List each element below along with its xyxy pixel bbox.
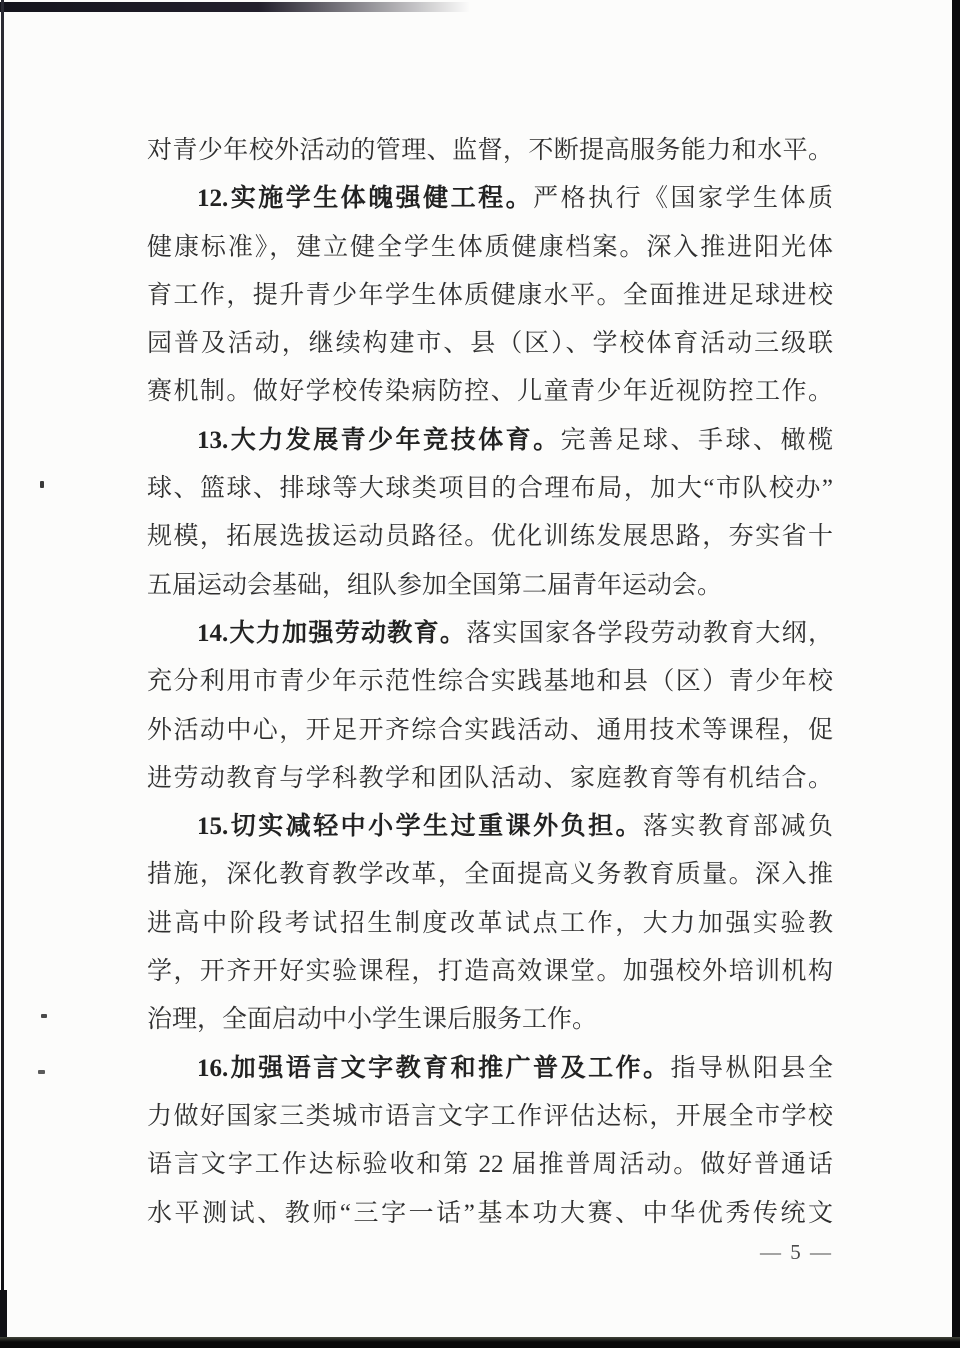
scan-speck (41, 1014, 47, 1018)
line-text: 落实教育部减负 (643, 813, 833, 841)
text-line (147, 175, 833, 223)
line-text: 球、篮球、排球等大球类项目的合理布局，加大“市队校办” (147, 475, 833, 503)
line-text: 力做好国家三类城市语言文字工作评估达标，开展全市学校 (147, 1102, 833, 1130)
paragraph-heading: 12.实施学生体魄强健工程。 (197, 185, 534, 213)
line-text: 进高中阶段考试招生制度改革试点工作，大力加强实验教 (147, 909, 833, 937)
text-line (147, 224, 833, 272)
text-line (147, 562, 833, 610)
text-line (147, 900, 833, 948)
text-line (147, 948, 833, 996)
text-line (147, 1141, 833, 1189)
text-line (147, 465, 833, 513)
line-text: 园普及活动，继续构建市、县（区）、学校体育活动三级联 (147, 330, 833, 358)
line-text: 赛机制。做好学校传染病防控、儿童青少年近视防控工作。 (147, 378, 833, 406)
line-text: 五届运动会基础，组队参加全国第二届青年运动会。 (147, 571, 723, 599)
text-line (147, 127, 833, 175)
line-text: 严格执行《国家学生体质 (533, 185, 833, 213)
line-text: 对青少年校外活动的管理、监督，不断提高服务能力和水平。 (147, 137, 833, 164)
text-line (147, 417, 833, 465)
scan-edge-right (952, 0, 960, 1348)
text-line (147, 513, 833, 561)
scan-speck (38, 1070, 45, 1074)
paragraph-heading: 16.加强语言文字教育和推广普及工作。 (197, 1054, 671, 1082)
paragraph-heading: 15.切实减轻中小学生过重课外负担。 (197, 813, 644, 841)
scan-edge-top (0, 2, 470, 12)
line-text: 指导枞阳县全 (670, 1054, 833, 1082)
text-line (147, 707, 833, 755)
line-text: 外活动中心，开足开齐综合实践活动、通用技术等课程，促 (147, 716, 833, 744)
line-text: 健康标准》，建立健全学生体质健康档案。深入推进阳光体 (147, 233, 833, 261)
text-line (147, 996, 833, 1044)
text-line (147, 1190, 833, 1238)
text-line (147, 803, 833, 851)
line-text: 学，开齐开好实验课程，打造高效课堂。加强校外培训机构 (147, 958, 833, 986)
line-text: 语言文字工作达标验收和第 22 届推普周活动。做好普通话 (147, 1151, 833, 1179)
text-line (147, 1093, 833, 1141)
text-line (147, 1045, 833, 1093)
line-text: 规模，拓展选拔运动员路径。优化训练发展思路，夯实省十 (147, 523, 833, 551)
text-line (147, 755, 833, 803)
text-line (147, 368, 833, 416)
line-text: 治理，全面启动中小学生课后服务工作。 (147, 1006, 598, 1034)
paragraph-heading: 14.大力加强劳动教育。 (197, 619, 467, 647)
paragraph-heading: 13.大力发展青少年竞技体育。 (197, 426, 561, 454)
text-line (147, 610, 833, 658)
text-line (147, 658, 833, 706)
text-line (147, 272, 833, 320)
line-text: 水平测试、教师“三字一话”基本功大赛、中华优秀传统文 (147, 1199, 833, 1227)
scan-edge-left (1, 0, 4, 1348)
line-text: 充分利用市青少年示范性综合实践基地和县（区）青少年校 (147, 668, 833, 696)
scan-edge-bottom (0, 1337, 960, 1348)
document-body (147, 127, 833, 1238)
line-text: 完善足球、手球、橄榄 (560, 426, 833, 454)
text-line (147, 851, 833, 899)
line-text: 进劳动教育与学科教学和团队活动、家庭教育等有机结合。 (147, 764, 833, 792)
line-text: 落实国家各学段劳动教育大纲， (466, 619, 833, 647)
line-text: 育工作，提升青少年学生体质健康水平。全面推进足球进校 (147, 281, 833, 309)
line-text: 措施，深化教育教学改革，全面提高义务教育质量。深入推 (147, 861, 833, 889)
page-number: — 5 — (760, 1240, 833, 1264)
scan-speck (40, 481, 44, 488)
text-line (147, 320, 833, 368)
